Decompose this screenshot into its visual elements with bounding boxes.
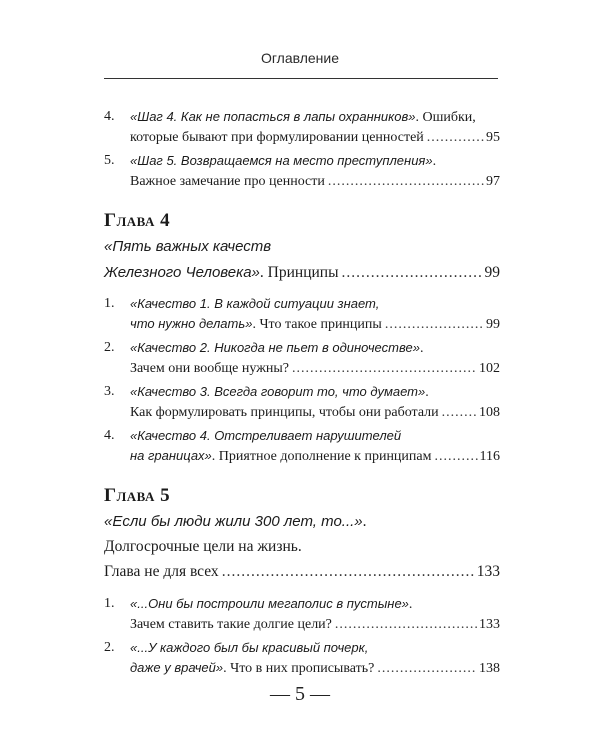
chapter-title-italic: «Пять важных качеств [104,238,272,255]
leader-dots [335,615,477,635]
entry-page: 102 [479,361,500,376]
entry-text: . Что в них прописывать? [223,661,375,676]
entry-number: 2. [104,340,115,355]
entry-text: . Что такое принципы [252,317,382,332]
entry-text: . [419,341,424,356]
chapter-heading: Глава 4 [104,210,171,231]
entry-number: 2. [104,640,115,655]
leader-dots [377,659,477,679]
chapter-title-italic: «Если бы люди жили 300 лет, то...» [104,513,363,530]
entry-text: . [432,154,437,169]
entry-number: 5. [104,153,115,168]
chapter-title-text: . Принципы [259,264,339,281]
entry-italic-title: «Качество 4. Отстреливает нарушителей [130,428,402,443]
chapter-page: 133 [476,563,500,580]
leader-dots [222,561,475,583]
entry-italic-title: «Шаг 4. Как не попасться в лапы охранников» [130,109,416,124]
leader-dots [385,315,484,335]
entry-italic-title: «...Они бы построили мегаполис в пустыне» [130,596,409,611]
entry-page: 108 [479,405,500,420]
entry-page: 95 [486,130,500,145]
entry-page: 138 [479,661,500,676]
entry-page: 116 [479,449,500,464]
chapter-page: 99 [484,264,500,281]
entry-text: Зачем они вообще нужны? [130,361,289,376]
toc-entry[interactable] [104,107,500,148]
leader-dots [328,172,484,192]
entry-italic-title: «Качество 3. Всегда говорит то, что думает» [130,384,426,399]
chapter-title-text: . [362,513,367,530]
leader-dots [434,447,477,467]
entry-page: 97 [486,174,500,189]
entry-italic-title: «Шаг 5. Возвращаемся на место преступления» [130,153,433,168]
entry-number: 1. [104,596,115,611]
leader-dots [427,128,484,148]
entry-text: . [425,385,429,400]
entry-text: Зачем ставить такие долгие цели? [130,617,332,632]
entry-text: . Ошибки, [415,110,476,125]
toc-entry[interactable] [104,638,500,679]
chapter-heading: Глава 5 [104,485,171,506]
header-rule [104,78,498,79]
entry-italic-title: что нужно делать» [130,316,253,331]
chapter-title-text: Долгосрочные цели на жизнь. [104,538,302,555]
chapter-title-text: Глава не для всех [104,563,219,580]
entry-text: Как формулировать принципы, чтобы они работали [130,405,439,420]
entry-italic-title: «Качество 1. В каждой ситуации знает, [130,296,380,311]
entry-text: Важное замечание про ценности [130,174,325,189]
entry-italic-title: «Качество 2. Никогда не пьет в одиночестве» [130,340,420,355]
entry-number: 1. [104,296,115,311]
running-header: Оглавление [260,50,340,66]
entry-text: . [408,597,413,612]
entry-number: 4. [104,428,115,443]
toc-entry[interactable] [104,151,500,192]
entry-italic-title: даже у врачей» [130,660,224,675]
chapter-title[interactable] [104,236,500,284]
entry-number: 4. [104,109,115,124]
chapter-title-italic: Железного Человека» [104,264,260,281]
toc-entry[interactable] [104,294,500,335]
toc-entry[interactable] [104,382,500,423]
entry-text: . Приятное дополнение к принципам [211,449,432,464]
entry-page: 99 [486,317,500,332]
toc-entry[interactable] [104,426,500,467]
chapter-title[interactable] [104,511,500,583]
entry-page: 133 [479,617,500,632]
toc-entry[interactable] [104,338,500,379]
entry-number: 3. [104,384,115,399]
entry-text: которые бывают при формулировании ценностей [130,130,424,145]
entry-italic-title: «...У каждого был бы красивый почерк, [130,640,369,655]
leader-dots [292,359,477,379]
leader-dots [342,262,483,284]
leader-dots [442,403,477,423]
entry-italic-title: на границах» [130,448,212,463]
page-number: — 5 — [270,683,330,705]
toc-entry[interactable] [104,594,500,635]
